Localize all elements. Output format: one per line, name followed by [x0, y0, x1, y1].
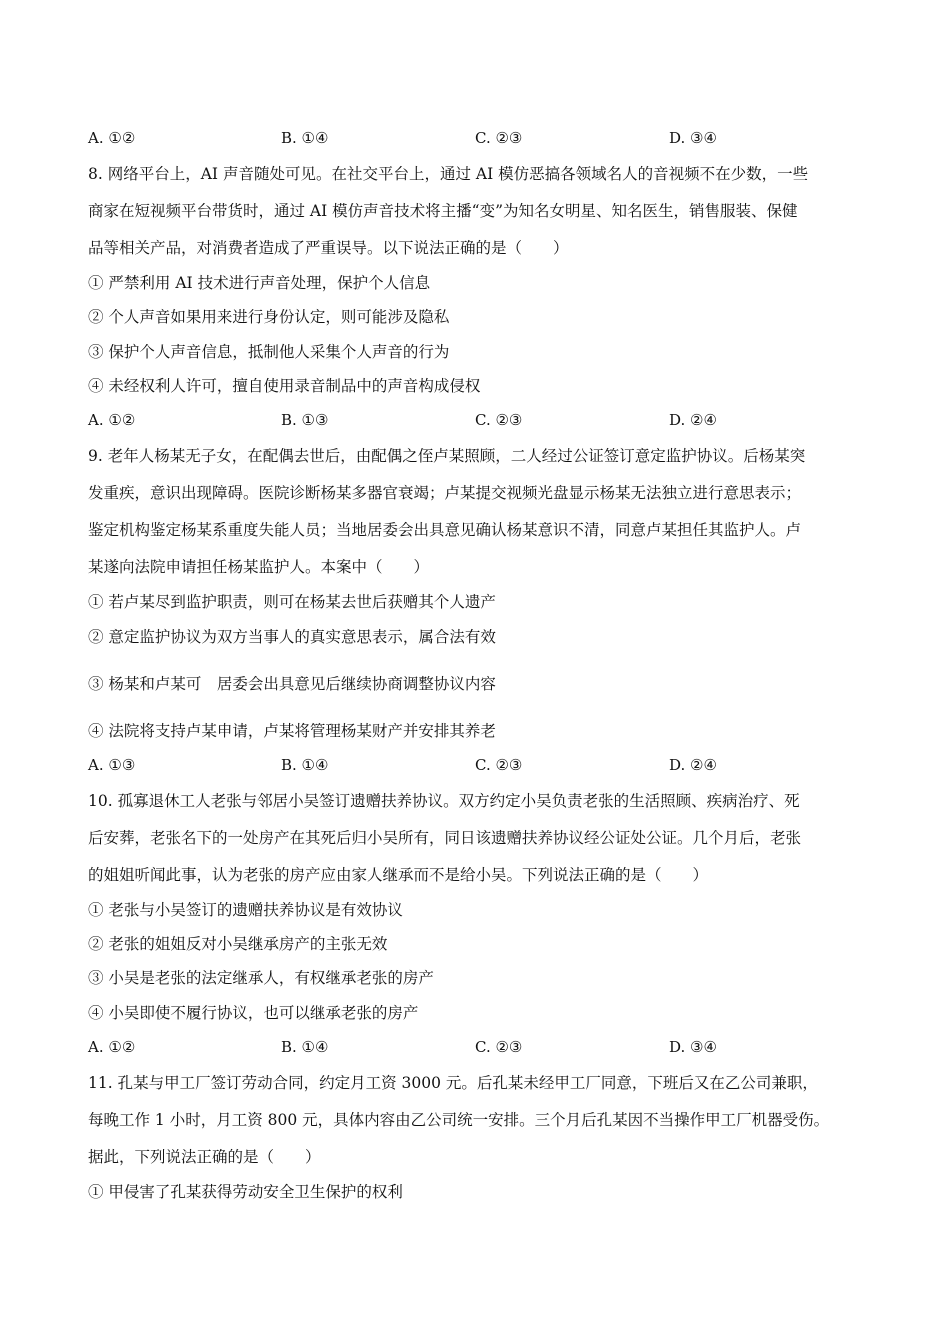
q7-option-c[interactable]: C. ②③: [475, 129, 523, 147]
q8-option-c[interactable]: C. ②③: [475, 411, 523, 429]
q9-stem-line-1: 9. 老年人杨某无子女，在配偶去世后，由配偶之侄卢某照顾，二人经过公证签订意定监护协议。后杨某突: [88, 447, 806, 465]
q11-stem-line-1: 11. 孔某与甲工厂签订劳动合同，约定月工资 3000 元。后孔某未经甲工厂同意，下班后又在乙公司兼职，: [88, 1074, 818, 1092]
q7-option-a[interactable]: A. ①②: [88, 129, 136, 147]
q8-option-b[interactable]: B. ①③: [281, 411, 329, 429]
q8-stem-line-3: 品等相关产品，对消费者造成了严重误导。以下说法正确的是（ ）: [88, 239, 569, 257]
q11-stem-line-3: 据此，下列说法正确的是（ ）: [88, 1148, 321, 1166]
q9-option-c[interactable]: C. ②③: [475, 756, 523, 774]
q8-item-4: ④ 未经权利人许可，擅自使用录音制品中的声音构成侵权: [88, 377, 481, 395]
q10-stem-line-2: 后安葬，老张名下的一处房产在其死后归小吴所有，同日该遗赠扶养协议经公证处公证。几个月后，老张: [88, 829, 802, 847]
q10-item-4: ④ 小吴即使不履行协议，也可以继承老张的房产: [88, 1004, 419, 1022]
q9-option-a[interactable]: A. ①③: [88, 756, 136, 774]
q9-item-3: ③ 杨某和卢某可 居委会出具意见后继续协商调整协议内容: [88, 675, 496, 693]
q8-item-1: ① 严禁利用 AI 技术进行声音处理，保护个人信息: [88, 274, 431, 292]
q11-item-1: ① 甲侵害了孔某获得劳动安全卫生保护的权利: [88, 1183, 403, 1201]
q8-item-2: ② 个人声音如果用来进行身份认定，则可能涉及隐私: [88, 308, 450, 326]
q9-option-d[interactable]: D. ②④: [669, 756, 717, 774]
q8-item-3: ③ 保护个人声音信息，抵制他人采集个人声音的行为: [88, 343, 450, 361]
q10-item-1: ① 老张与小吴签订的遗赠扶养协议是有效协议: [88, 901, 403, 919]
q7-option-d[interactable]: D. ③④: [669, 129, 717, 147]
q8-stem-line-2: 商家在短视频平台带货时，通过 AI 模仿声音技术将主播“变”为知名女明星、知名医生，销售服装、保健: [88, 202, 798, 220]
q8-options: [88, 410, 878, 430]
q10-option-b[interactable]: B. ①④: [281, 1038, 329, 1056]
q10-option-d[interactable]: D. ③④: [669, 1038, 717, 1056]
q9-item-2: ② 意定监护协议为双方当事人的真实意思表示，属合法有效: [88, 628, 496, 646]
q9-stem-line-3: 鉴定机构鉴定杨某系重度失能人员；当地居委会出具意见确认杨某意识不清，同意卢某担任其监护人。卢: [88, 521, 802, 539]
q8-option-d[interactable]: D. ②④: [669, 411, 717, 429]
q9-stem-line-4: 某遂向法院申请担任杨某监护人。本案中（ ）: [88, 558, 430, 576]
q10-option-c[interactable]: C. ②③: [475, 1038, 523, 1056]
q10-options: [88, 1037, 878, 1057]
q9-item-1: ① 若卢某尽到监护职责，则可在杨某去世后获赠其个人遗产: [88, 593, 496, 611]
q10-option-a[interactable]: A. ①②: [88, 1038, 136, 1056]
q10-stem-line-1: 10. 孤寡退休工人老张与邻居小吴签订遗赠扶养协议。双方约定小吴负责老张的生活照顾、疾病治疗、死: [88, 792, 800, 810]
q11-stem-line-2: 每晚工作 1 小时，月工资 800 元，具体内容由乙公司统一安排。三个月后孔某因不当操作甲工厂机器受伤。: [88, 1111, 830, 1129]
q9-options: [88, 755, 878, 775]
q10-item-3: ③ 小吴是老张的法定继承人，有权继承老张的房产: [88, 969, 434, 987]
q9-item-4: ④ 法院将支持卢某申请，卢某将管理杨某财产并安排其养老: [88, 722, 496, 740]
q9-stem-line-2: 发重疾，意识出现障碍。医院诊断杨某多器官衰竭；卢某提交视频光盘显示杨某无法独立进行意思表示；: [88, 484, 802, 502]
q7-options: [88, 128, 878, 148]
q10-item-2: ② 老张的姐姐反对小吴继承房产的主张无效: [88, 935, 388, 953]
q8-option-a[interactable]: A. ①②: [88, 411, 136, 429]
q10-stem-line-3: 的姐姐听闻此事，认为老张的房产应由家人继承而不是给小吴。下列说法正确的是（ ）: [88, 866, 709, 884]
q7-option-b[interactable]: B. ①④: [281, 129, 329, 147]
q8-stem-line-1: 8. 网络平台上，AI 声音随处可见。在社交平台上，通过 AI 模仿恶搞各领域名人的音视频不在少数，一些: [88, 165, 809, 183]
q9-option-b[interactable]: B. ①④: [281, 756, 329, 774]
